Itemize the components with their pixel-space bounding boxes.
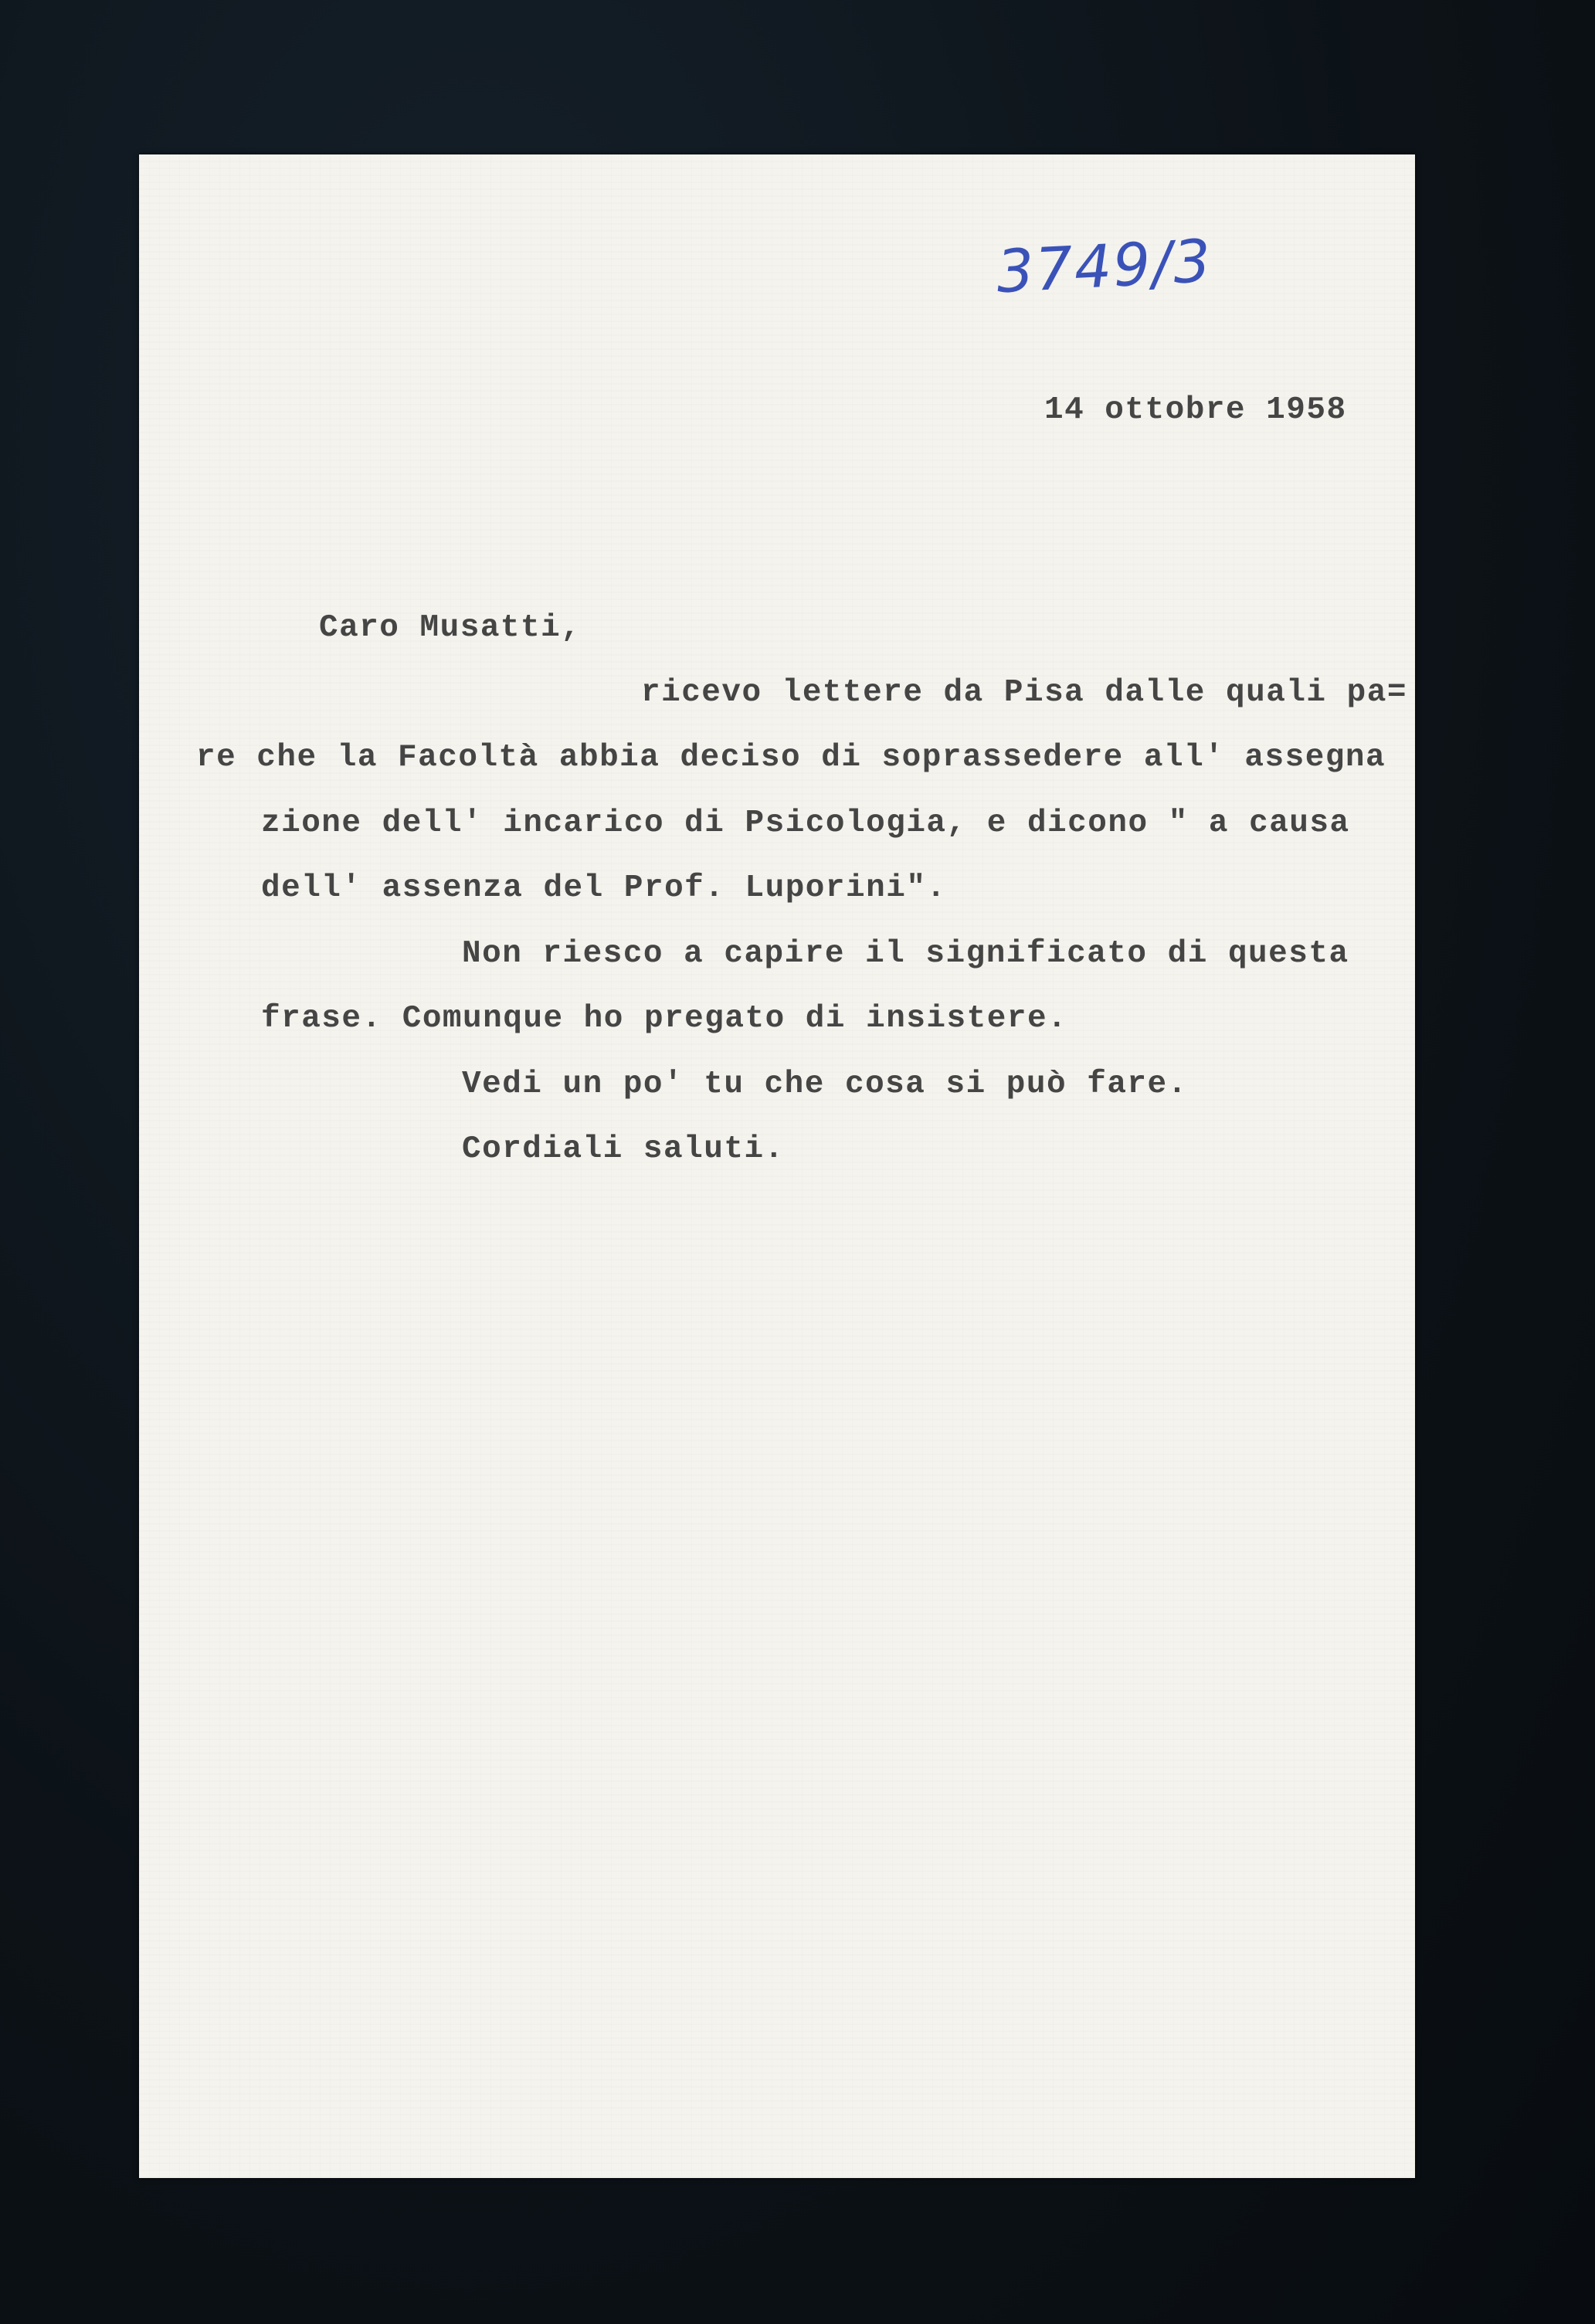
letter-body-line: Vedi un po' tu che cosa si può fare. — [462, 1067, 1188, 1102]
letter-body-line: Non riesco a capire il significato di questa — [462, 936, 1349, 972]
letter-body-line: ricevo lettere da Pisa dalle quali pa= — [641, 675, 1407, 711]
letter-body-line: frase. Comunque ho pregato di insistere. — [261, 1001, 1068, 1036]
letter-body-line: dell' assenza del Prof. Luporini". — [261, 870, 947, 906]
letter-body-line: re che la Facoltà abbia deciso di soprassedere all' assegna — [196, 740, 1386, 775]
letter-closing: Cordiali saluti. — [462, 1131, 785, 1167]
letter-date: 14 ottobre 1958 — [1044, 392, 1347, 428]
letter-salutation: Caro Musatti, — [319, 610, 582, 646]
letter-body-line: zione dell' incarico di Psicologia, e dicono " a causa — [261, 806, 1350, 841]
letter-sheet — [139, 154, 1415, 2178]
handwritten-archive-number: 3749/3 — [994, 226, 1214, 307]
